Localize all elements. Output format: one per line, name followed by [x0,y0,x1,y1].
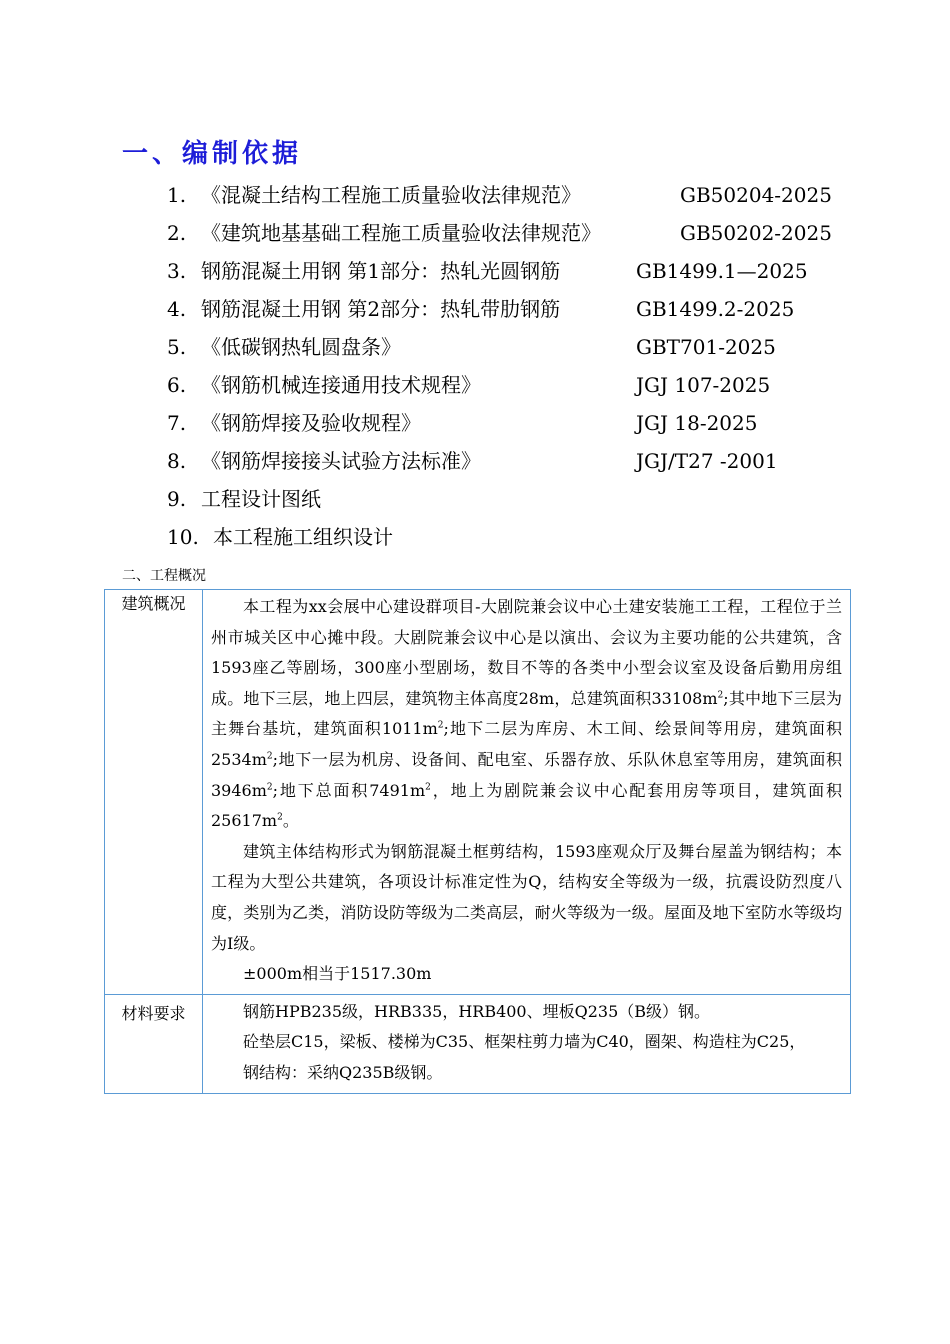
row-label: 建筑概况 [105,590,203,995]
reference-number: 4. [167,297,187,321]
superscript: 2 [266,751,273,762]
reference-item [167,370,887,408]
reference-number: 10. [167,525,199,549]
reference-item [167,332,887,370]
text-segment: ;其中地下三层为主舞台基坑，建筑面积1011m [211,688,842,739]
reference-number: 7. [167,411,187,435]
reference-list [167,180,887,560]
reference-item [167,522,887,560]
superscript: 2 [266,782,273,793]
text-segment: ;地下二层为库房、木工间、绘景间等用房，建筑面积2534m [211,719,842,769]
reference-title: 钢筋混凝土用钢 第2部分：热轧带肋钢筋 [201,297,561,321]
overview-content [203,590,851,995]
reference-title: 《低碳钢热轧圆盘条》 [201,335,401,359]
project-overview-table [104,589,851,1094]
superscript: 2 [717,690,724,701]
text-segment: 本工程为xx会展中心建设群项目-大剧院兼会议中心土建安装施工工程，工程位于兰州市城关区中心摊中段。大剧院兼会议中心是以演出、会议为主要功能的公共建筑，含1593座乙等剧场，300座小型剧场，数目不等的各类中小型会议室及设备后勤用房组成。地下三层，地上四层，建筑物主体高度28m，总建筑面积33108m [211,597,842,708]
reference-item [167,446,887,484]
reference-number: 9. [167,487,187,511]
reference-item [167,408,887,446]
reference-code: GB1499.1—2025 [636,259,808,283]
reference-item [167,180,887,218]
materials-paragraph: 钢结构：采纳Q235B级钢。 [243,1062,443,1082]
text-segment: 。 [282,811,299,831]
table-row [105,994,851,1093]
text-segment: ;地下总面积7491m [272,780,426,800]
overview-paragraph [211,592,842,837]
reference-title: 工程设计图纸 [201,487,321,511]
reference-number: 5. [167,335,187,359]
reference-title: 《钢筋焊接及验收规程》 [201,411,421,435]
reference-item [167,294,887,332]
section-heading-2: 二、工程概况 [122,568,206,584]
reference-number: 8. [167,449,187,473]
overview-paragraph: ±000m相当于1517.30m [243,964,432,984]
reference-title: 《混凝土结构工程施工质量验收法律规范》 [201,183,581,207]
reference-number: 2. [167,221,187,245]
text-segment: ，地上为剧院兼会议中心配套用房等项目，建筑面积25617m [211,780,842,831]
text-segment: ;地下一层为机房、设备间、配电室、乐器存放、乐队休息室等用房，建筑面积3946m [211,749,842,800]
materials-paragraph: 钢筋HPB235级，HRB335，HRB400、埋板Q235（B级）钢。 [243,1001,711,1021]
reference-code: GB50204-2025 [680,183,832,207]
materials-paragraph: 砼垫层C15，梁板、楼梯为C35、框架柱剪力墙为C40，圈架、构造柱为C25， [243,1032,806,1052]
table-row [105,590,851,995]
reference-title: 钢筋混凝土用钢 第1部分：热轧光圆钢筋 [201,259,561,283]
reference-number: 3. [167,259,187,283]
reference-item [167,218,887,256]
reference-code: GBT701-2025 [636,335,776,359]
reference-title: 《钢筋焊接接头试验方法标准》 [201,449,481,473]
materials-content [203,994,851,1093]
reference-number: 6. [167,373,187,397]
superscript: 2 [277,812,283,823]
reference-title: 《建筑地基基础工程施工质量验收法律规范》 [201,221,601,245]
row-label: 材料要求 [105,994,203,1093]
reference-number: 1. [167,183,187,207]
reference-title: 本工程施工组织设计 [213,525,393,549]
reference-code: GB1499.2-2025 [636,297,795,321]
reference-item [167,484,887,522]
reference-code: GB50202-2025 [680,221,832,245]
reference-code: JGJ 107-2025 [636,373,771,397]
superscript: 2 [437,721,444,732]
overview-paragraph: 建筑主体结构形式为钢筋混凝土框剪结构，1593座观众厅及舞台屋盖为钢结构；本工程为大型公共建筑，各项设计标准定性为Q，结构安全等级为一级，抗震设防烈度八度，类别为乙类，消防设防等级为二类高层，耐火等级为一级。屋面及地下室防水等级均为Ⅰ级。 [211,841,842,953]
reference-code: JGJ 18-2025 [636,411,758,435]
section-heading-1: 一、编制依据 [122,139,303,169]
reference-title: 《钢筋机械连接通用技术规程》 [201,373,481,397]
reference-code: JGJ/T27 -2001 [636,449,778,473]
superscript: 2 [425,782,431,793]
reference-item [167,256,887,294]
